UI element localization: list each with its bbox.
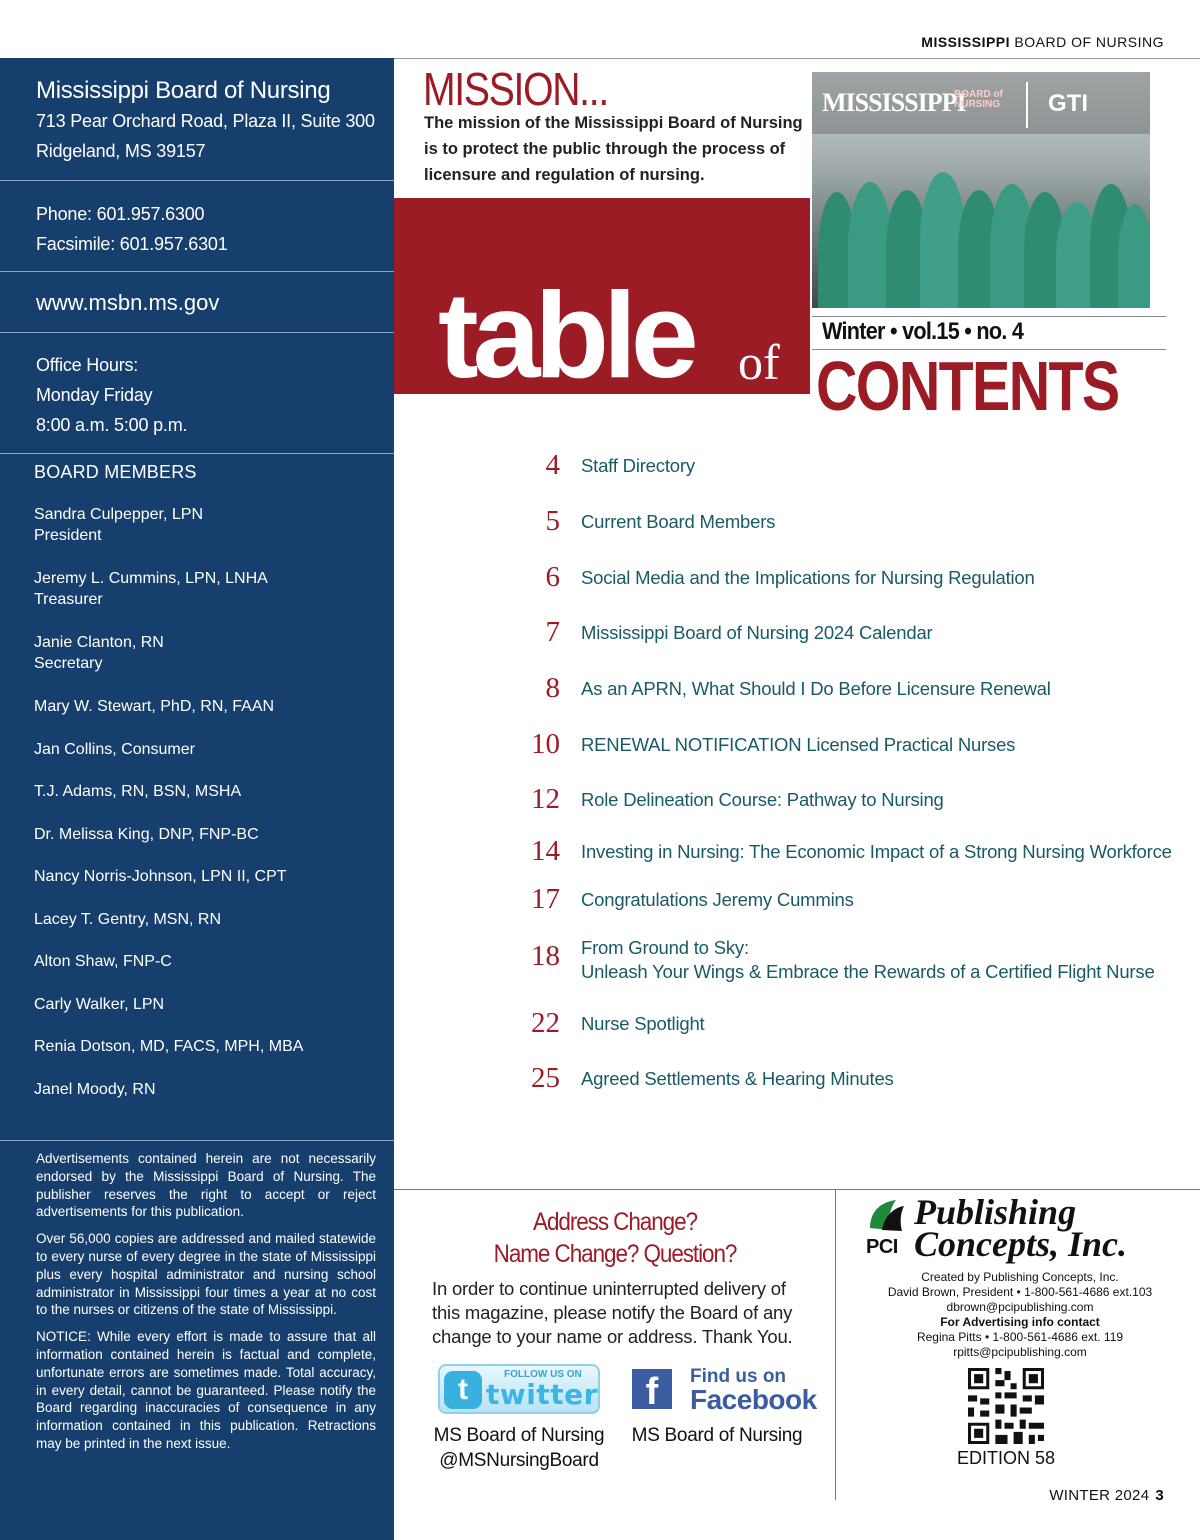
toc-word-of: of [738,334,780,390]
address-change-line2: Name Change? Question? [493,1240,737,1268]
running-header-org-rest: BOARD OF NURSING [1010,34,1164,50]
toc-entry-title: As an APRN, What Should I Do Before Licensure Renewal [581,678,1051,699]
header-rule [394,58,1200,59]
disclaimer-paragraph: NOTICE: While every effort is made to assure that all information contained herein is factual and complete, unfortunate errors are sometimes made. Total accuracy, in every detail, cannot be guaranteed. Please notify the Board regarding inaccuracies of consequence in any information contained in this publication. Retractions may be printed in the next issue. [36,1329,376,1451]
facebook-find-text: Find us on [690,1366,787,1387]
mission-text: The mission of the Mississippi Board of Nursing is to protect the public through the process of licensure and regulation of nursing. [424,114,803,184]
running-header [921,34,1164,50]
twitter-follow-text: FOLLOW US ON [504,1369,582,1380]
toc-entry-title: Role Delineation Course: Pathway to Nursing [581,789,944,810]
sidebar-website[interactable]: www.msbn.ms.gov [36,290,220,315]
disclaimer [36,1150,376,1462]
toc-entry-title: Agreed Settlements & Hearing Minutes [581,1068,894,1089]
pci-letters: PCI [866,1236,898,1258]
running-header-org-bold: MISSISSIPPI [921,34,1011,50]
toc-entry-title: RENEWAL NOTIFICATION Licensed Practical Nurses [581,734,1016,755]
toc-page-number: 12 [531,783,560,815]
board-member [34,632,303,674]
board-member [34,781,303,802]
board-member-role: President [34,527,102,544]
folio [1049,1487,1164,1504]
board-member-name: Jeremy L. Cummins, LPN, LNHA [34,570,268,587]
board-member [34,1079,303,1100]
toc-entry-title: Staff Directory [581,455,695,476]
twitter-label [424,1423,614,1473]
disclaimer-paragraph: Advertisements contained herein are not necessarily endorsed by the Mississippi Board of Nursing. The publisher reserves the right to accept or reject advertisements for this publication. [36,1151,376,1220]
sidebar-divider [0,271,394,272]
toc-page-number: 5 [545,505,560,537]
board-members-title: BOARD MEMBERS [34,462,197,482]
folio-issue: WINTER 2024 [1049,1487,1150,1504]
twitter-icon: t [444,1371,482,1409]
board-member-name: Nancy Norris-Johnson, LPN II, CPT [34,868,287,885]
folio-page-number: 3 [1155,1487,1164,1504]
photo-person [1118,204,1150,308]
board-member [34,1036,303,1057]
address-change-line1: Address Change? [533,1208,697,1236]
publisher-ad-contact-email[interactable]: rpitts@pcipublishing.com [953,1345,1087,1359]
board-member-role: Treasurer [34,591,103,608]
board-member [34,739,303,760]
board-member-name: Jan Collins, Consumer [34,740,195,758]
toc-entry-title: Congratulations Jeremy Cummins [581,889,854,910]
board-member-name: Alton Shaw, FNP-C [34,953,172,970]
toc-entry-subtitle: Unleash Your Wings & Embrace the Rewards of a Certified Flight Nurse [581,961,1155,982]
publisher-name-line2: Concepts, Inc. [914,1224,1128,1264]
toc-entry-title: From Ground to Sky: [581,937,749,958]
board-member-name: T.J. Adams, RN, BSN, MSHA [34,783,242,800]
toc-entry-title: Social Media and the Implications for Nursing Regulation [581,567,1035,588]
qr-code-icon [968,1368,1044,1444]
sidebar-phone: Phone: 601.957.6300 [36,204,205,224]
sidebar-divider [0,453,394,454]
sidebar-address-line2: Ridgeland, MS 39157 [36,141,206,161]
board-member-name: Renia Dotson, MD, FACS, MPH, MBA [34,1038,304,1055]
address-change-body: In order to continue uninterrupted delivery of this magazine, please notify the Board of any change to your name or address. Thank You. [432,1278,793,1347]
toc-page-number: 17 [531,883,560,915]
toc-page-number: 7 [545,616,560,648]
facebook-wordmark[interactable]: Facebook [690,1384,817,1415]
edition-label: EDITION 58 [956,1448,1056,1468]
toc-entry-title: Mississippi Board of Nursing 2024 Calendar [581,622,933,643]
facebook-label: MS Board of Nursing [631,1425,803,1446]
sidebar-hours-label: Office Hours: [36,355,139,375]
photo-logo-gti: GTI [1048,90,1088,117]
toc-word-table: table [438,267,693,403]
sidebar-divider [0,1140,394,1141]
publisher-president-email[interactable]: dbrown@pcipublishing.com [946,1300,1094,1314]
address-change-heading [449,1206,782,1270]
board-member [34,696,303,717]
toc-page-number: 4 [545,449,560,481]
board-members-list [34,504,303,1121]
twitter-handle[interactable]: @MSNursingBoard [439,1450,599,1471]
toc-entry-title: Current Board Members [581,511,776,532]
disclaimer-paragraph: Over 56,000 copies are addressed and mailed statewide to every nurse of every degree in the state of Mississippi plus every hospital administrator and nursing school administrator in Mississippi four times a year at no cost to the nurses or citizens of the state of Mississippi. [36,1231,376,1318]
publisher-ad-contact: Regina Pitts • 1-800-561-4686 ext. 119 [916,1330,1124,1344]
board-member [34,824,303,845]
twitter-label-name: MS Board of Nursing [433,1425,605,1446]
sidebar-website-block [36,288,219,318]
publisher-created-by: Created by Publishing Concepts, Inc. [921,1270,1119,1284]
toc-page-number: 22 [531,1007,560,1039]
publisher-ad-contact-label: For Advertising info contact [940,1315,1100,1329]
toc-page-number: 6 [545,561,560,593]
toc-page-number: 14 [531,835,560,867]
toc-page-number: 8 [545,672,560,704]
cover-photo [812,72,1150,308]
board-member-name: Janel Moody, RN [34,1080,156,1098]
mission-title: MISSION... [423,63,608,115]
sidebar-address-block [36,76,375,166]
board-member [34,951,303,972]
sidebar-divider [0,180,394,181]
toc-entry-title: Investing in Nursing: The Economic Impact of a Strong Nursing Workforce [581,841,1172,862]
publisher-president: David Brown, President • 1-800-561-4686 ext.103 [887,1285,1153,1299]
sidebar-hours-days: Monday Friday [36,385,153,405]
issue-info: Winter • vol.15 • no. 4 [822,318,1024,345]
photo-logo-divider [1026,82,1028,128]
toc-word-contents: CONTENTS [816,347,1119,425]
twitter-wordmark: twitter [486,1378,598,1411]
sidebar-divider [0,332,394,333]
board-member [34,866,303,887]
board-member-name: Dr. Melissa King, DNP, FNP-BC [34,825,259,843]
board-member [34,909,303,930]
toc-page-number: 18 [531,940,560,972]
toc-page-number: 10 [531,728,560,760]
facebook-icon[interactable]: f [632,1369,672,1409]
publisher-name [914,1192,1128,1264]
sidebar-address-line1: 713 Pear Orchard Road, Plaza II, Suite 300 [36,111,375,131]
sidebar-hours-time: 8:00 a.m. 5:00 p.m. [36,415,188,435]
publisher-name-line1: Publishing [914,1192,1077,1232]
sidebar-contact-block [36,199,228,259]
photo-logo-msbn-sub: BOARD of NURSING [954,89,1003,110]
board-member-name: Janie Clanton, RN [34,634,164,651]
board-member-name: Mary W. Stewart, PhD, RN, FAAN [34,698,275,715]
publisher-info [850,1270,1190,1360]
board-member-name: Carly Walker, LPN [34,995,165,1013]
board-member [34,504,303,546]
bottom-rule [394,1189,1200,1190]
sidebar [0,58,394,1540]
sidebar-org-name: Mississippi Board of Nursing [36,77,331,104]
sidebar-fax: Facsimile: 601.957.6301 [36,234,228,254]
toc-page-number: 25 [531,1062,560,1094]
bottom-divider [835,1189,836,1500]
board-member-role: Secretary [34,655,103,672]
photo-logo-msbn: MISSISSIPPI [822,88,966,117]
pci-logo-icon [866,1198,906,1232]
toc-entry-title: Nurse Spotlight [581,1013,705,1034]
issue-rule [812,316,1166,317]
board-member [34,568,303,610]
board-member-name: Lacey T. Gentry, MSN, RN [34,910,222,928]
sidebar-hours-block [36,350,187,440]
board-member [34,994,303,1015]
twitter-badge[interactable] [438,1364,600,1414]
board-member-name: Sandra Culpepper, LPN [34,506,203,523]
